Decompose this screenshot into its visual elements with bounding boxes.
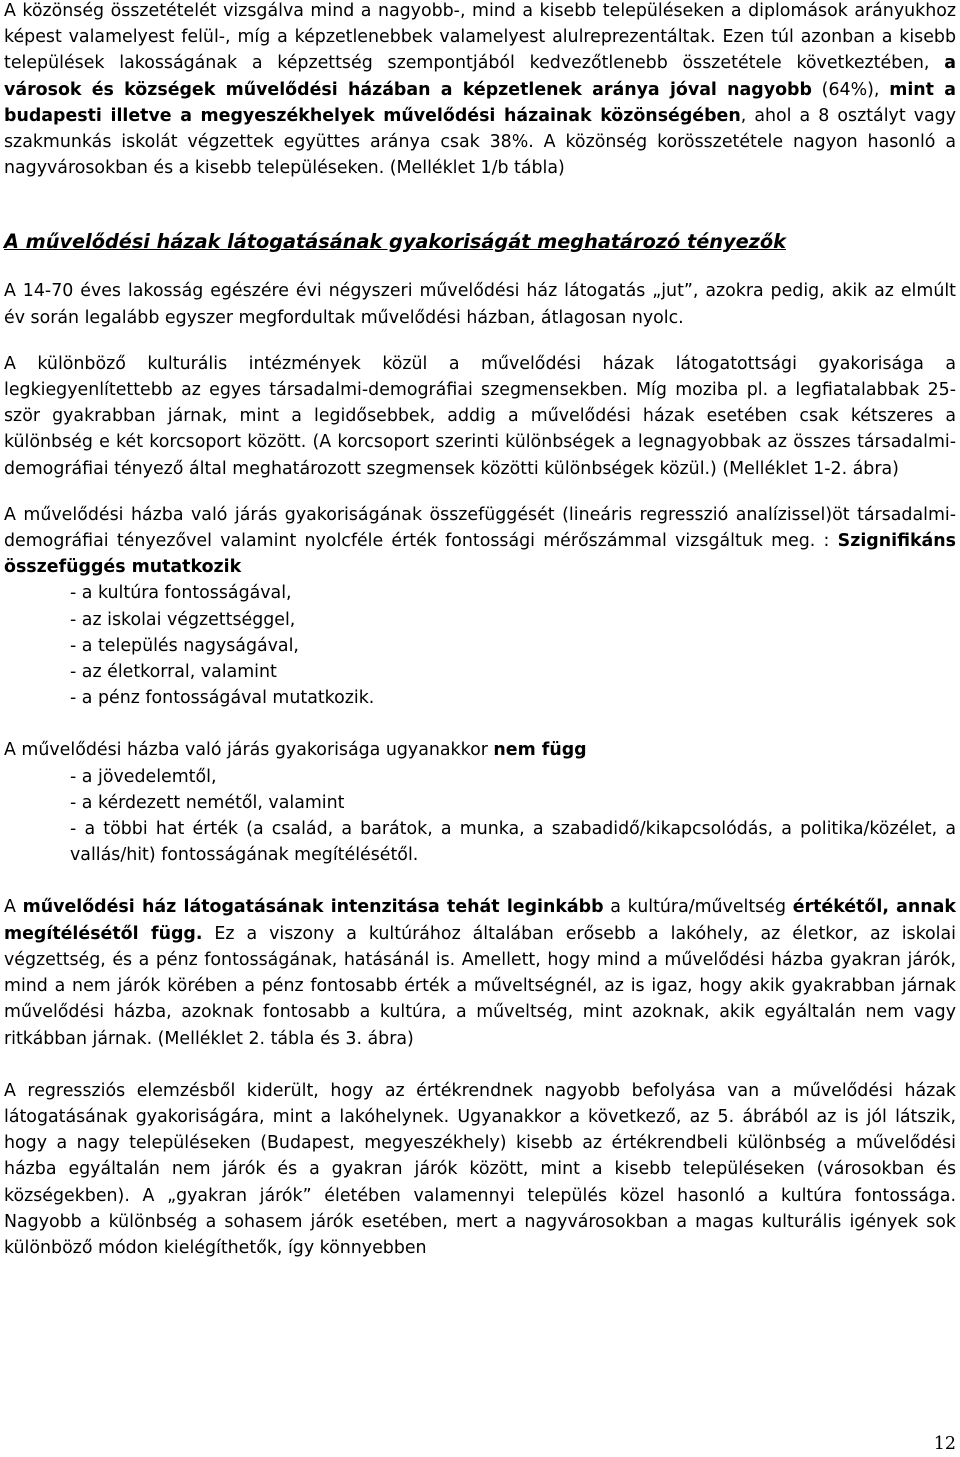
document-page bbox=[4, 0, 956, 1261]
paragraph-audience-composition bbox=[4, 0, 956, 181]
paragraph-visit-average: A 14-70 éves lakosság egészére évi négyszeri művelődési ház látogatás „jut”, azokra pedig, akik az elmúlt év során legalább egyszer megfordultak művelődési házban, átlagosan nyolc. bbox=[4, 281, 956, 328]
text-run: A bbox=[4, 897, 23, 918]
section-heading: A művelődési házak látogatásának gyakoriságát meghatározó tényezők bbox=[4, 230, 786, 254]
list-item: - a többi hat érték (a család, a barátok, a munka, a szabadidő/kikapcsolódás, a politika/közélet, a vallás/hit) fontosságának megítélésétől. bbox=[70, 819, 956, 866]
text-run: A művelődési házba való járás gyakorisága ugyanakkor bbox=[4, 740, 494, 761]
paragraph-regression-results: A regressziós elemzésből kiderült, hogy az értékrendnek nagyobb befolyása van a művelődési házak látogatásának gyakoriságára, mint a lakóhelynek. Ugyanakkor a következő, az 5. ábrából az is jól látszik, hogy a nagy településeken (Budapest, megyeszékhely) kisebb az értékrendbeli különbség a művelődési házba egyáltalán nem járók és a gyakran járók között, mint a kisebb településeken (városokban és községekben). A „gyakran járók” életében valamennyi település közel hasonló a kultúra fontossága. Nagyobb a különbség a sohasem járók esetében, mert a nagyvárosokban a magas kulturális igények sok különböző módon kielégíthetők, így könnyebben bbox=[4, 1080, 956, 1258]
bold-text: művelődési ház látogatásának intenzitása tehát leginkább bbox=[22, 897, 604, 918]
bold-text: nem függ bbox=[493, 740, 587, 761]
text-run: a kultúra/műveltség bbox=[603, 897, 793, 918]
paragraph-intensity bbox=[4, 894, 956, 1051]
list-item: - a pénz fontosságával mutatkozik. bbox=[70, 688, 375, 709]
text-run: Ez a viszony a kultúrához általában erősebb a lakóhely, az életkor, az iskolai végzettség, és a pénz fontosságának, hatásánál is. Amellett, hogy mind a művelődési házba gyakran járók, mind a nem járók körében a pénz fontosabb érték a műveltségnél, az is igaz, hogy akik gyakrabban járnak művelődési házba, azoknak fontosabb a kultúra, a műveltség, mint azoknak, akik egyáltalán nem vagy ritkábban járnak. (Melléklet 2. tábla és 3. ábra) bbox=[4, 923, 957, 1049]
bold-text: a városok és községek művelődési házában a képzetlenek aránya jóval nagyobb bbox=[4, 53, 956, 100]
list-item: - a kérdezett nemétől, valamint bbox=[70, 792, 345, 813]
bold-text: mint a budapesti illetve a megyeszékhelyek művelődési házainak közönségében bbox=[4, 79, 956, 126]
non-significant-factors-list bbox=[4, 764, 956, 869]
list-item: - a jövedelemtől, bbox=[70, 766, 217, 787]
list-item: - a kultúra fontosságával, bbox=[70, 583, 292, 604]
paragraph-regression bbox=[4, 502, 956, 581]
text-run: A művelődési házba való járás gyakoriságának összefüggését (lineáris regresszió analízissel)öt társadalmi-demográfiai tényezővel valamint nyolcféle érték fontossági mérőszámmal vizsgáltuk meg. : bbox=[4, 504, 956, 552]
text-run: A közönség összetételét vizsgálva mind a nagyobb-, mind a kisebb településeken a diplomások arányukhoz képest valamelyest felül-, míg a képzetlenebbek valamelyest alulreprezentáltak. Ezen túl azonban a kisebb települések lakosságának a képzettség szempontjából kedvezőtlenebb összetétele következtében, bbox=[4, 1, 956, 74]
list-item: - a település nagyságával, bbox=[70, 635, 299, 656]
list-item: - az iskolai végzettséggel, bbox=[70, 609, 296, 630]
page-number: 12 bbox=[933, 1434, 956, 1454]
significant-factors-list bbox=[4, 580, 956, 711]
paragraph-no-dependence bbox=[4, 737, 956, 763]
text-run: , ahol a 8 osztályt vagy szakmunkás iskolát végzettek együttes aránya csak 38%. A közönség korösszetétele nagyon hasonló a nagyvárosokban és a kisebb településeken. (Melléklet 1/b tábla) bbox=[4, 105, 956, 179]
paragraph-visit-frequency: A különböző kulturális intézmények közül a művelődési házak látogatottsági gyakorisága a legkiegyenlítettebb az egyes társadalmi-demográfiai szegmensekben. Míg moziba pl. a legfiatalabbak 25-ször gyakrabban járnak, mint a legidősebbek, addig a művelődési házak esetében csak kétszeres a különbség e két korcsoport között. (A korcsoport szerinti különbségek a legnagyobbak az összes társadalmi-demográfiai tényező által meghatározott szegmensek közötti különbségek közül.) (Melléklet 1-2. ábra) bbox=[4, 353, 956, 479]
list-item: - az életkorral, valamint bbox=[70, 662, 277, 683]
bold-text: Szignifikáns összefüggés mutatkozik bbox=[4, 531, 956, 578]
text-run: (64%), bbox=[811, 79, 890, 100]
bold-text: értékétől, annak megítélésétől függ. bbox=[4, 897, 956, 944]
